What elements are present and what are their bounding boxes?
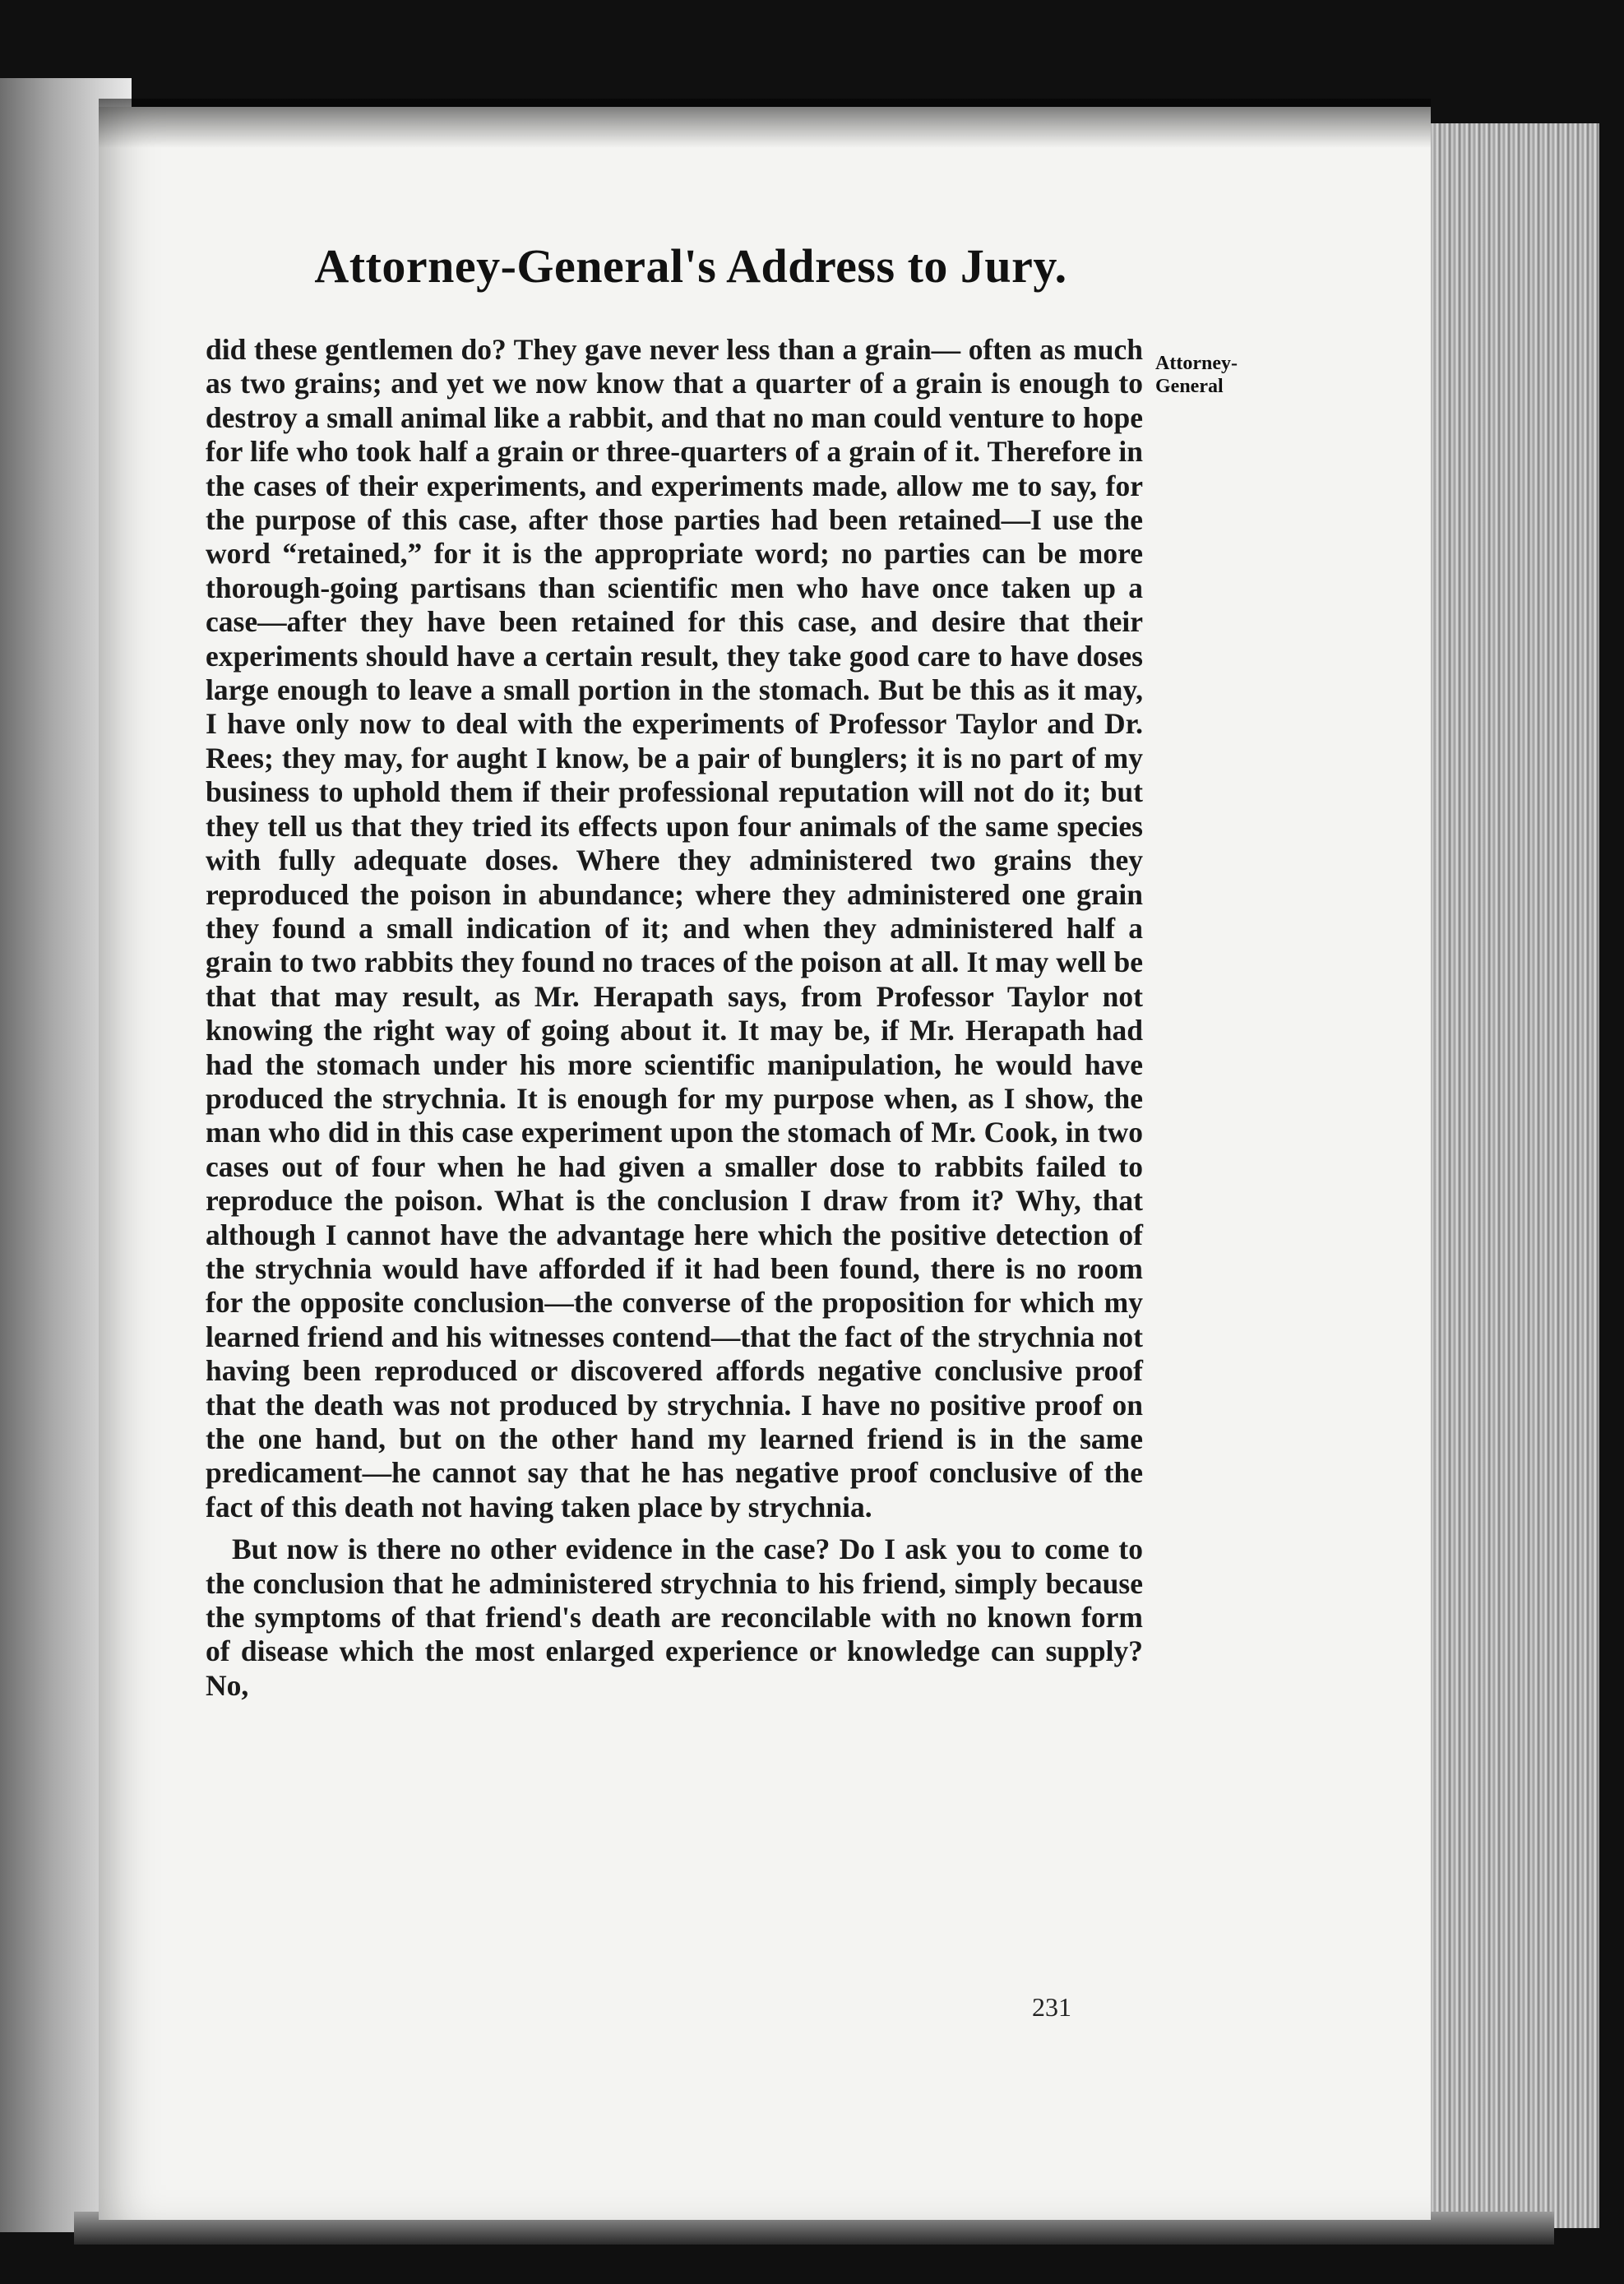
body-text <box>206 333 1143 1703</box>
paragraph: But now is there no other evidence in the case? Do I ask you to come to the conclusion that he administered strychnia to his friend, simply because the symptoms of that friend's death are reconcilable with no known form of disease which the most enlarged experience or knowledge can supply? No, <box>206 1533 1143 1702</box>
page-title: Attorney-General's Address to Jury. <box>314 239 1067 293</box>
margin-note-line: General <box>1155 376 1224 397</box>
page-number: 231 <box>1032 1992 1071 2022</box>
paragraph: did these gentlemen do? They gave never less than a grain— often as much as two grains; and yet we now know that a quarter of a grain is enough to destroy a small animal like a rabbit, and that no man could venture to hope for life who took half a grain or three-quarters of a grain of it. Therefore in the cases of their experiments, and experiments made, allow me to say, for the purpose of this case, after those parties had been retained—I use the word “retained,” for it is the appropriate word; no parties can be more thorough-going partisans than scientific men who have once taken up a case—after they have been retained for this case, and desire that their experiments should have a certain result, they take good care to have doses large enough to leave a small portion in the stomach. But be this as it may, I have only now to deal with the experiments of Professor Taylor and Dr. Rees; they may, for aught I know, be a pair of bunglers; it is no part of my business to uphold them if their professional reputation will not do it; but they tell us that they tried its effects upon four animals of the same species with fully adequate doses. Where they administered two grains they reproduced the poison in abundance; where they administered one grain they found a small indication of it; and when they administered half a grain to two rabbits they found no traces of the poison at all. It may well be that that may result, as Mr. Herapath says, from Professor Taylor not knowing the right way of going about it. It may be, if Mr. Herapath had had the stomach under his more scientific manipulation, he would have produced the strychnia. It is enough for my purpose when, as I show, the man who did in this case experiment upon the stomach of Mr. Cook, in two cases out of four when he had given a smaller dose to rabbits failed to reproduce the poison. What is the conclusion I draw from it? Why, that although I cannot have the advantage here which the positive detection of the strychnia would have afforded if it had been found, there is no room for the opposite conclusion—the converse of the proposition for which my learned friend and his witnesses contend—that the fact of the strychnia not having been reproduced or discovered affords negative conclusive proof that the death was not produced by strychnia. I have no positive proof on the one hand, but on the other hand my learned friend is in the same predicament—he cannot say that he has negative proof conclusive of the fact of this death not having taken place by strychnia. <box>206 333 1143 1523</box>
margin-note <box>1155 352 1312 398</box>
margin-note-line: Attorney- <box>1155 353 1238 374</box>
page-stack-edge <box>1423 123 1599 2228</box>
page-top-shadow <box>99 99 1431 148</box>
